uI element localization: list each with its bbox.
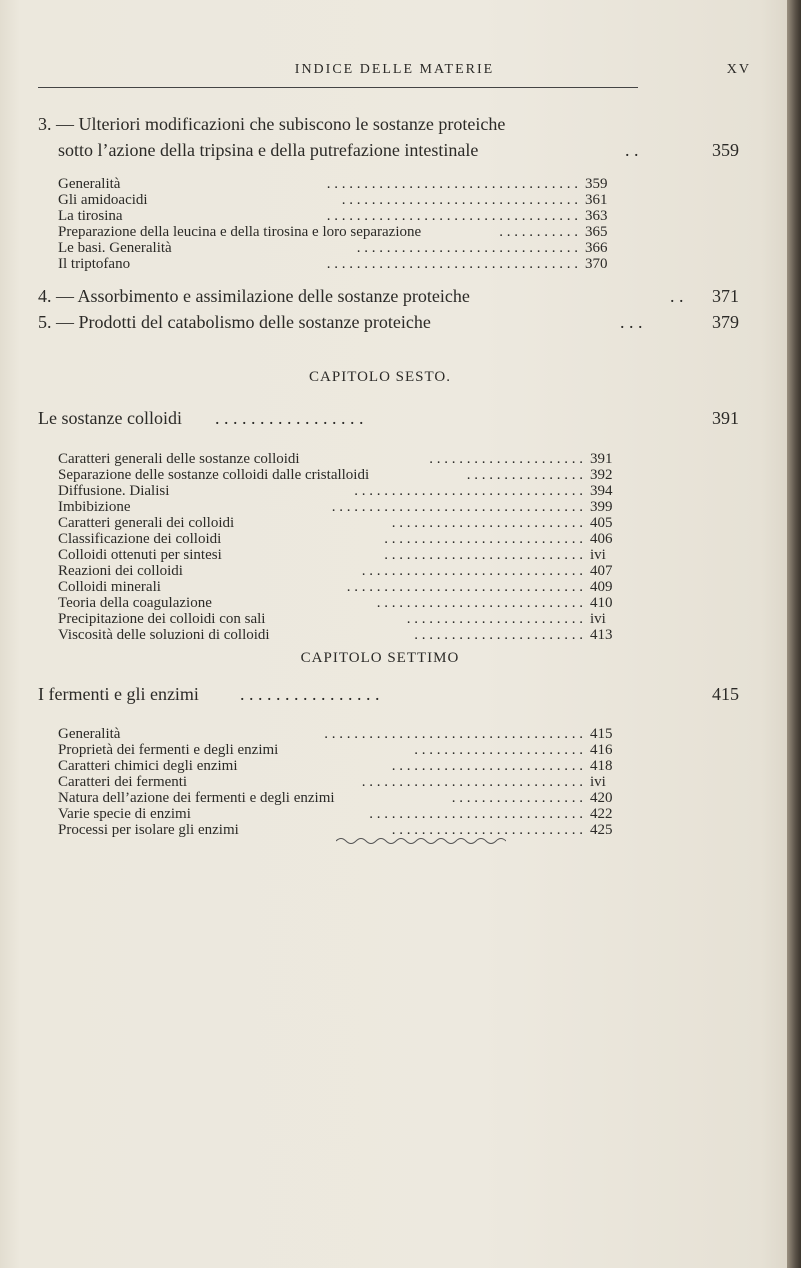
leader-dots: . . . . . . . . . . . . . . . . . . . . . . . . . . . . . . . .	[341, 192, 578, 208]
toc-entry-label: Caratteri dei fermenti	[58, 774, 188, 790]
chapter-7-heading: CAPITOLO SETTIMO	[300, 650, 460, 666]
leader-dots: . . . . . . . . . . . . . . . . . . . . . . . . . . . . . .	[361, 563, 583, 579]
leader-dots: . .	[625, 140, 639, 160]
toc-entry-label: Classificazione dei colloidi	[58, 531, 222, 547]
leader-dots: . . . . . . . . . . . . . . . . . . . . . . . . . .	[391, 822, 583, 838]
leader-dots: . . . . . . . . . . . . . . . . . . . . . . . . . . . . . . . . . .	[331, 499, 583, 515]
leader-dots: . . . . . . . . . . . . . . . .	[466, 467, 583, 483]
toc-entry-page: 391	[590, 451, 613, 467]
toc-entry-page: 410	[590, 595, 613, 611]
toc-entry-label: Teoria della coagulazione	[58, 595, 212, 611]
toc-entry-page: 416	[590, 742, 613, 758]
leader-dots: . . . . . . . . . . . . . . . . . . . . . . . . . . .	[384, 531, 583, 547]
toc-entry-page: 361	[585, 192, 608, 208]
leader-dots: . . . . . . . . . . . . . . . . . . . . .	[429, 451, 583, 467]
leader-dots: . . . . . . . . . . . . . . . . . . . . . . . .	[406, 611, 583, 627]
toc-entry-page: 418	[590, 758, 613, 774]
toc-entry-page: 413	[590, 627, 613, 643]
toc-entry-label: Viscosità delle soluzioni di colloidi	[58, 627, 270, 643]
leader-dots: . . . . . . . . . . . . . . . . . . . . . . . . . . . . . .	[361, 774, 583, 790]
toc-entry-page: 405	[590, 515, 613, 531]
toc-entry-page: 407	[590, 563, 613, 579]
chapter-7-page: 415	[712, 684, 739, 704]
toc-entry-page: 394	[590, 483, 613, 499]
toc-entry-page: 409	[590, 579, 613, 595]
toc-entry-page: 425	[590, 822, 613, 838]
header-title: INDICE DELLE MATERIE	[294, 62, 495, 77]
toc-entry-page: 399	[590, 499, 613, 515]
sec3-line1: 3. — Ulteriori modificazioni che subiscono le sostanze proteiche	[38, 114, 506, 134]
sec5-label: 5. — Prodotti del catabolismo delle sostanze proteiche	[38, 312, 431, 332]
toc-entry-label: Caratteri chimici degli enzimi	[58, 758, 238, 774]
toc-entry-label: Varie specie di enzimi	[58, 806, 191, 822]
toc-entry-page: 415	[590, 726, 613, 742]
leader-dots: . . . . . . . . . . . . . . . . . . . . . . . . . .	[391, 515, 583, 531]
sec3-page: 359	[712, 140, 739, 160]
decorative-ornament	[336, 835, 506, 845]
leader-dots: . . . . . . . . . . . . . . . . . . . . . . . . . . .	[384, 547, 583, 563]
leader-dots: . . . . . . . . . . . . . . . . . .	[451, 790, 583, 806]
leader-dots: . . . . . . . . . . . . . . . . . . . . . . .	[414, 627, 583, 643]
toc-entry-label: Processi per isolare gli enzimi	[58, 822, 239, 838]
toc-entry-label: Il triptofano	[58, 256, 131, 272]
toc-entry-label: Generalità	[58, 726, 121, 742]
leader-dots: . . . . . . . . . . . . . . . . . . . . . . .	[414, 742, 583, 758]
toc-entry-label: La tirosina	[58, 208, 123, 224]
toc-entry-label: Separazione delle sostanze colloidi dalle cristalloidi	[58, 467, 370, 483]
book-spine	[787, 0, 801, 1268]
sec4-page: 371	[712, 286, 739, 306]
chapter-7-title: I fermenti e gli enzimi	[38, 684, 199, 704]
toc-entry-page: ivi	[590, 547, 606, 563]
toc-entry-page: 422	[590, 806, 613, 822]
toc-entry-page: 365	[585, 224, 608, 240]
header-rule	[38, 87, 638, 88]
toc-entry-label: Proprietà dei fermenti e degli enzimi	[58, 742, 279, 758]
sec5-page: 379	[712, 312, 739, 332]
leader-dots: . . . . . . . . . . . . . . . . . . . . . . . . . .	[391, 758, 583, 774]
leader-dots: . . . . . . . . . . . . . . . . . . . . . . . . . . . . . . .	[354, 483, 583, 499]
sec4-label: 4. — Assorbimento e assimilazione delle sostanze proteiche	[38, 286, 470, 306]
toc-entry-page: 392	[590, 467, 613, 483]
toc-entry-page: 359	[585, 176, 608, 192]
toc-entry-label: Le basi. Generalità	[58, 240, 172, 256]
leader-dots: . .	[670, 286, 684, 306]
toc-entry-label: Generalità	[58, 176, 121, 192]
leader-dots: . . . . . . . . . . . . . . . . . . . . . . . . . . . . . .	[356, 240, 578, 256]
leader-dots: . . . . . . . . . . . . . . . .	[240, 684, 380, 704]
chapter-6-page: 391	[712, 408, 739, 428]
leader-dots: . . .	[620, 312, 643, 332]
toc-entry-label: Caratteri generali delle sostanze colloidi	[58, 451, 300, 467]
chapter-6-heading: CAPITOLO SESTO.	[309, 369, 451, 385]
toc-entry-label: Reazioni dei colloidi	[58, 563, 183, 579]
leader-dots: . . . . . . . . . . . . . . . . . . . . . . . . . . . . .	[369, 806, 583, 822]
toc-entry-page: 366	[585, 240, 608, 256]
toc-entry-page: 420	[590, 790, 613, 806]
leader-dots: . . . . . . . . . . . . . . . . . . . . . . . . . . . .	[376, 595, 583, 611]
toc-entry-label: Imbibizione	[58, 499, 131, 515]
leader-dots: . . . . . . . . . . . . . . . . . . . . . . . . . . . . . . . . . .	[326, 256, 578, 272]
leader-dots: . . . . . . . . . . . . . . . . . . . . . . . . . . . . . . . . . . .	[324, 726, 583, 742]
toc-entry-page: 363	[585, 208, 608, 224]
toc-entry-label: Colloidi ottenuti per sintesi	[58, 547, 222, 563]
toc-entry-page: ivi	[590, 611, 606, 627]
toc-entry-label: Caratteri generali dei colloidi	[58, 515, 235, 531]
toc-entry-label: Diffusione. Dialisi	[58, 483, 170, 499]
toc-entry-page: 370	[585, 256, 608, 272]
leader-dots: . . . . . . . . . . . . . . . . . . . . . . . . . . . . . . . . . .	[326, 176, 578, 192]
toc-entry-label: Preparazione della leucina e della tirosina e loro separazione	[58, 224, 422, 240]
chapter-6-title: Le sostanze colloidi	[38, 408, 182, 428]
toc-entry-page: 406	[590, 531, 613, 547]
leader-dots: . . . . . . . . . . . . . . . . .	[215, 408, 364, 428]
toc-entry-page: ivi	[590, 774, 606, 790]
sec3-line2: sotto l’azione della tripsina e della putrefazione intestinale	[58, 140, 479, 160]
leader-dots: . . . . . . . . . . .	[499, 224, 578, 240]
header-page-number: XV	[726, 62, 751, 77]
toc-entry-label: Precipitazione dei colloidi con sali	[58, 611, 266, 627]
leader-dots: . . . . . . . . . . . . . . . . . . . . . . . . . . . . . . . . . .	[326, 208, 578, 224]
toc-entry-label: Colloidi minerali	[58, 579, 161, 595]
leader-dots: . . . . . . . . . . . . . . . . . . . . . . . . . . . . . . . .	[346, 579, 583, 595]
toc-entry-label: Natura dell’azione dei fermenti e degli enzimi	[58, 790, 335, 806]
toc-entry-label: Gli amidoacidi	[58, 192, 148, 208]
